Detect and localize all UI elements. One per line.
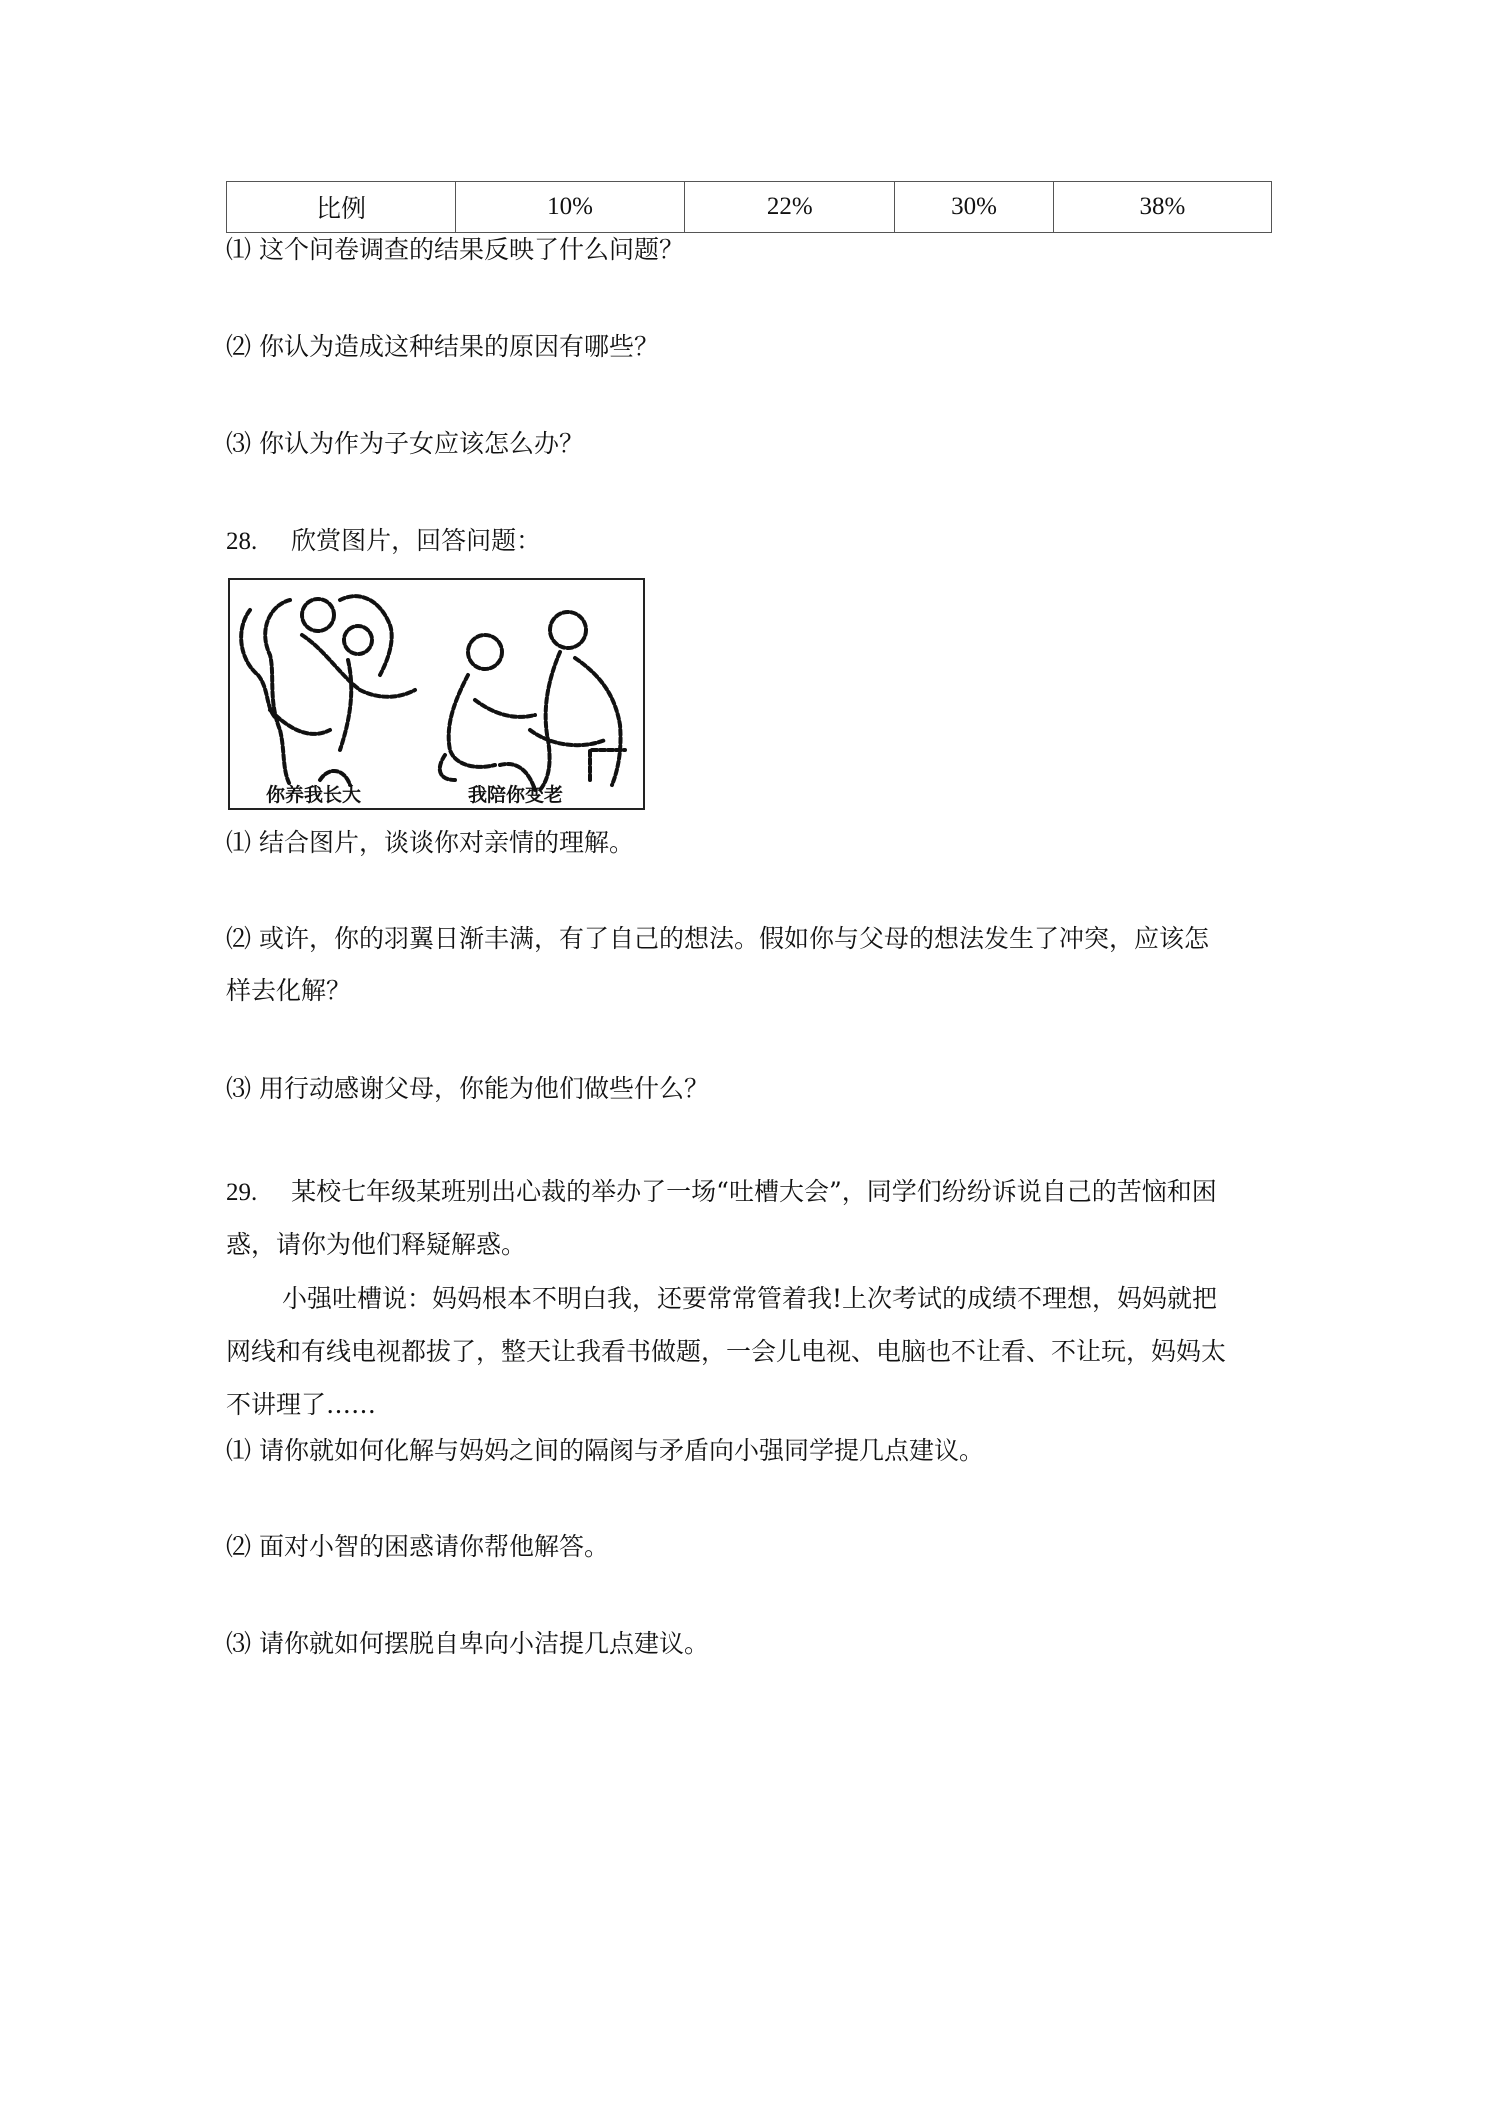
q29-sub3: ⑶ 请你就如何摆脱自卑向小洁提几点建议。 bbox=[226, 1629, 709, 1658]
q29-sub2: ⑵ 面对小智的困惑请你帮他解答。 bbox=[226, 1532, 609, 1561]
q28-number: 28. bbox=[226, 528, 258, 555]
q28-stem: 欣赏图片，回答问题： bbox=[291, 526, 542, 555]
q29-stem-line1 bbox=[226, 1175, 1217, 1210]
q29-stem-line2: 惑，请你为他们释疑解惑。 bbox=[226, 1230, 527, 1259]
q28-sub3: ⑶ 用行动感谢父母，你能为他们做些什么？ bbox=[226, 1074, 709, 1103]
q28-stem-line bbox=[226, 524, 541, 559]
table-row bbox=[227, 182, 1272, 233]
q27-sub1: ⑴ 这个问卷调查的结果反映了什么问题？ bbox=[226, 235, 684, 264]
right-caption: 我陪你变老 bbox=[468, 784, 564, 806]
table-cell: 38% bbox=[1053, 182, 1271, 233]
table-cell: 22% bbox=[685, 182, 895, 233]
q28-sub2-line2: 样去化解？ bbox=[226, 976, 352, 1005]
left-caption: 你养我长大 bbox=[266, 784, 362, 806]
q28-illustration bbox=[228, 578, 645, 810]
q27-sub2: ⑵ 你认为造成这种结果的原因有哪些？ bbox=[226, 332, 659, 361]
q29-para-line1: 小强吐槽说：妈妈根本不明白我，还要常常管着我!上次考试的成绩不理想，妈妈就把 bbox=[282, 1284, 1218, 1313]
family-sketch-image bbox=[230, 580, 643, 808]
q29-para-line2: 网线和有线电视都拔了，整天让我看书做题，一会儿电视、电脑也不让看、不让玩，妈妈太 bbox=[226, 1337, 1227, 1366]
table-cell-label: 比例 bbox=[227, 182, 456, 233]
table-cell: 10% bbox=[456, 182, 685, 233]
q29-number: 29. bbox=[226, 1179, 258, 1206]
q29-stem-text1: 某校七年级某班别出心裁的举办了一场“吐槽大会”，同学们纷纷诉说自己的苦恼和困 bbox=[291, 1177, 1217, 1206]
q28-sub1: ⑴ 结合图片，谈谈你对亲情的理解。 bbox=[226, 828, 634, 857]
q28-sub2-line1: ⑵ 或许，你的羽翼日渐丰满，有了自己的想法。假如你与父母的想法发生了冲突，应该怎 bbox=[226, 924, 1209, 953]
ratio-table bbox=[226, 181, 1272, 233]
table-cell: 30% bbox=[895, 182, 1053, 233]
q29-sub1: ⑴ 请你就如何化解与妈妈之间的隔阂与矛盾向小强同学提几点建议。 bbox=[226, 1436, 984, 1465]
q27-sub3: ⑶ 你认为作为子女应该怎么办？ bbox=[226, 429, 584, 458]
q29-para-line3: 不讲理了…… bbox=[226, 1390, 377, 1419]
